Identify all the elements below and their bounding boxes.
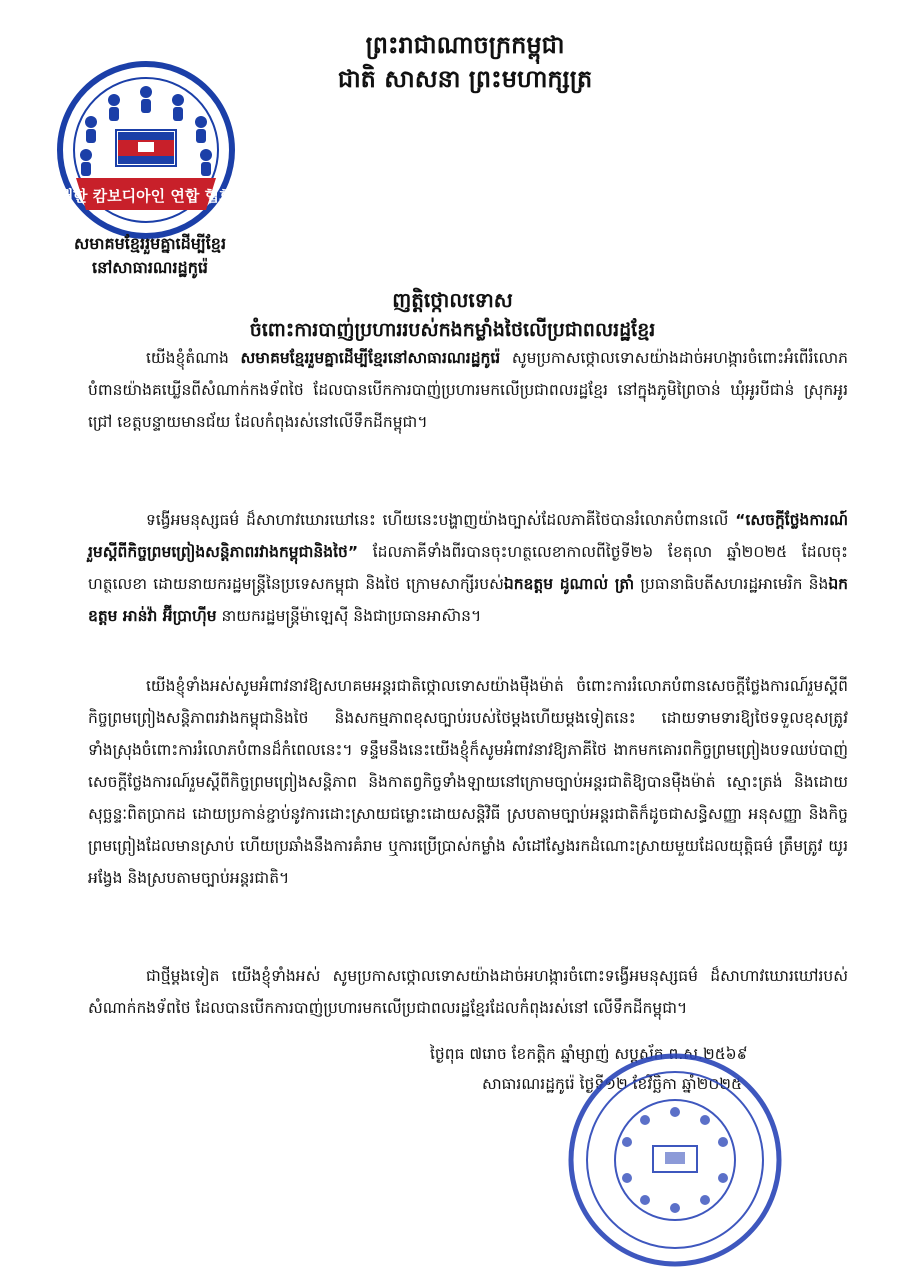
p2-start: ទង្វើអមនុស្សធម៌ ដ៏សាហាវឃោរឃៅនេះ ហើយនេះបង្ហាញយ៉ាងច្បាស់ដែលភាគីថៃបានរំលោភបំពានលើ [146,511,736,529]
p2-mid2: ប្រធានាធិបតីសហរដ្ឋអាមេរិក និង [634,575,829,593]
paragraph-4: ជាថ្មីម្ដងទៀត យើងខ្ញុំទាំងអស់ សូមប្រកាសថ្កោលទោសយ៉ាងដាច់អហង្ការចំពោះទង្វើអមនុស្សធម៌ ដ៏សាហាវឃោរឃៅរបស់សំណាក់កងទ័ពថៃ ដែលបានបើកការបាញ់ប្រហារមកលើប្រជាពលរដ្ឋខ្មែរដែលកំពុងរស់នៅ លើទឹកដីកម្ពុជា។ [88,967,848,1017]
lunar-date: ថ្ងៃពុធ ៧រោច ខែកត្តិក ឆ្នាំម្សាញ់ សប្តស័ក ព.ស.២៥៦៩ [430,1045,748,1063]
association-logo [56,60,236,240]
organization-name-line2: នៅសាធារណរដ្ឋកូរ៉េ [91,258,208,277]
p2-name1: ឯកឧត្តម ដូណាល់ ត្រាំ [503,575,635,593]
paragraph-1 [88,342,848,438]
p2-end: នាយករដ្ឋមន្ត្រីម៉ាឡេស៊ី និងជាប្រធានអាស៊ាន។ [216,607,482,625]
kingdom-title: ព្រះរាជាណាចក្រកម្ពុជា [365,30,565,59]
p1-start: យើងខ្ញុំតំណាង [146,349,241,367]
organization-name-line1: សមាគមខ្មែររួមគ្នាដើម្បីខ្មែរ [73,234,227,253]
paragraph-3: យើងខ្ញុំទាំងអស់សូមអំពាវនាវឱ្យសហគមអន្តរជាតិថ្កោលទោសយ៉ាងម៉ឺងម៉ាត់ ចំពោះការរំលោភបំពានសេចក្ដីថ្លែងការណ៍រួមស្ដីពី កិច្ចព្រមព្រៀងសន្តិភាពរវាងកម្ពុជានិងថៃ និងសកម្មភាពខុសច្បាប់របស់ថៃម្ដងហើយម្ដងទៀតនេះ ដោយទាមទារឱ្យថៃទទួលខុសត្រូវទាំងស្រុងចំពោះការរំលោភបំពានដ៏កំពេលនេះ។ ទន្ទឹមនឹងនេះយើងខ្ញុំក៏សូមអំពាវនាវឱ្យភាគីថៃ ងាកមកគោរពកិច្ចព្រមព្រៀងបទឈប់បាញ់ សេចក្ដីថ្លែងការណ៍រួមស្ដីពីកិច្ចព្រមព្រៀងសន្តិភាព និងកាតព្វកិច្ចទាំងឡាយនៅក្រោមច្បាប់អន្តរជាតិឱ្យបានម៉ឺងម៉ាត់ ស្មោះត្រង់ និងដោយសុច្ឆន្ទៈពិតប្រាកដ ដោយប្រកាន់ខ្ជាប់នូវការដោះស្រាយជម្លោះដោយសន្តិវិធី ស្របតាមច្បាប់អន្តរជាតិក៏ដូចជាសន្ធិសញ្ញា អនុសញ្ញា និងកិច្ចព្រមព្រៀងដែលមានស្រាប់ ហើយប្រឆាំងនឹងការគំរាម ឬការប្រើប្រាស់កម្លាំង សំដៅស្វែងរកដំណោះស្រាយមួយដែលយុត្តិធម៌ ត្រឹមត្រូវ យូរអង្វែង និងស្របតាមច្បាប់អន្តរជាតិ។ [88,677,848,887]
paragraph-2 [88,504,848,632]
document-title [90,285,815,345]
official-stamp [565,1050,785,1270]
solar-date: សាធារណរដ្ឋកូរ៉េ ថ្ងៃទី១២ ខែវិច្ឆិកា ឆ្នាំ២០២៥ [482,1075,742,1093]
p2-mid: ដែលភាគីទាំងពីរបានចុះហត្ថលេខាកាលពីថ្ងៃទី២៦ ខែតុលា ឆ្នាំ២០២៥ ដែលចុះហត្ថលេខា ដោយនាយករដ្ឋមន្ត្រីនៃប្រទេសកម្ពុជា និងថៃ ក្រោមសាក្សីរបស់ [88,543,848,593]
p1-org: សមាគមខ្មែររួមគ្នាដើម្បីខ្មែរនៅសាធារណរដ្ឋកូរ៉េ [240,349,501,367]
p1-rest: សូមប្រកាសថ្កោលទោសយ៉ាងដាច់អហង្ការចំពោះអំពើរំលោភបំពានយ៉ាងគឃ្លើនពីសំណាក់កងទ័ពថៃ ដែលបានបើកការបាញ់ប្រហារមកលើប្រជាពលរដ្ឋខ្មែរ នៅក្នុងភូមិព្រៃចាន់ ឃុំអូរបីជាន់ ស្រុកអូរជ្រៅ ខេត្តបន្ទាយមានជ័យ ដែលកំពុងរស់នៅលើទឹកដីកម្ពុជា។ [88,349,848,431]
title-line1: ញត្តិថ្កោលទោស [392,288,513,312]
kingdom-header [300,28,630,96]
svg-text:재한 캄보디아인 연합 협회: 재한 캄보디아인 연합 협회 [58,187,234,205]
p2-name2: ឯកឧត្តម អាន់វ៉ា អ៊ីប្រាហ៊ីម [88,575,848,625]
organization-name [40,232,260,280]
national-motto: ជាតិ សាសនា ព្រះមហាក្សត្រ [337,64,593,93]
title-line2: ចំពោះការបាញ់ប្រហាររបស់កងកម្លាំងថៃលើប្រជាពលរដ្ឋខ្មែរ [249,319,656,341]
p2-quote: “សេចក្ដីថ្លែងការណ៍រួមស្ដីពីកិច្ចព្រមព្រៀងសន្តិភាពរវាងកម្ពុជានិងថៃ” [88,511,848,561]
